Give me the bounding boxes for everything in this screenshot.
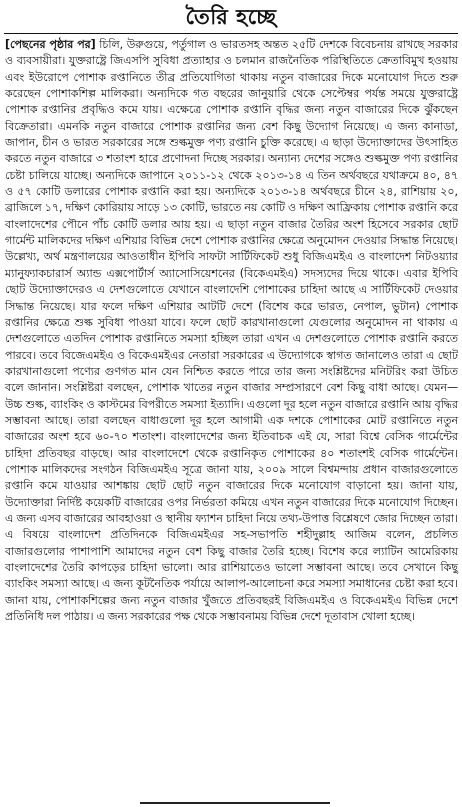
article-body — [0, 34, 462, 625]
article-headline: তৈরি হচ্ছে — [185, 5, 277, 29]
article-paragraph — [5, 37, 458, 625]
clipping-cut-edge — [140, 802, 330, 807]
article-text: চিলি, উরুগুয়ে, পর্তুগাল ও ভারতসহ অন্তত ২৫টি দেশকে বিবেচনায় রাখছে সরকার ও ব্যবসায়ীরা। যুক্তরাষ্ট্রে জিএসপি সুবিধা প্রত্যাহার ও চলমান রাজনৈতিক পরিস্থিতিতে ক্রেতাবিমুখ হওয়ায় এবং ইউরোপে পোশাক রপ্তানিতে তীব্র প্রতিযোগিতা থাকায় নতুন বাজারের দিকে মনোযোগ দিতে শুরু করেছেন পোশাকশিল্প মালিকরা। অন্যদিকে গত বছরের জানুয়ারি থেকে সেপ্টেম্বর পর্যন্ত সময়ে যুক্তরাষ্ট্রে পোশাক রপ্তানির প্রবৃদ্ধিও কমে যায়। এক্ষেত্রে পোশাক রপ্তানি বৃদ্ধির জন্য নতুন বাজারের দিকে ঝুঁকছেন বিক্রেতারা। এমনকি নতুন বাজারে পোশাক রপ্তানির জন্য বেশ কিছু উদ্যোগ নিয়েছে। এ জন্য কানাডা, জাপান, চীন ও ভারত সরকারের সঙ্গে শুল্কমুক্ত পণ্য রপ্তানি চুক্তি করেছে। এ ছাড়া উদ্যোক্তাদের উৎসাহিত করতে নতুন বাজারে ৩ শতাংশ হারে প্রণোদনা দিচ্ছে সরকার। অন্যান্য দেশের সঙ্গেও শুল্কমুক্ত পণ্য রপ্তানির চেষ্টা চালিয়ে যাচ্ছে। অন্যদিকে জাপানে ২০১১-১২ থেকে ২০১৩-১৪ এ তিন অর্থবছরে যথাক্রমে ৪০, ৪৭ ও ৫৭ কোটি ডলারের পোশাক রপ্তানি করা হয়। অন্যদিকে ২০১৩-১৪ অর্থবছরে চীনে ২৪, রাশিয়ায় ২০, ব্রাজিলে ১৭, দক্ষিণ কোরিয়ায় সাড়ে ১৩ কোটি, ভারতে নয় কোটি ও দক্ষিণ আফ্রিকায় পোশাক রপ্তানি করে বাংলাদেশের পৌনে পাঁচ কোটি ডলার আয় হয়। এ ছাড়া নতুন বাজার তৈরির অংশ হিসেবে সরকার ছোট গার্মেন্ট মালিকদের দক্ষিণ এশিয়ার বিভিন্ন দেশে পোশাক রপ্তানির ক্ষেত্রে অনুমোদন দেওয়ার সিদ্ধান্ত নিয়েছে। উল্লেখ্য, অর্থ মন্ত্রণালয়ের আওতাধীন ইপিবি সাফটা সার্টিফিকেট শুধু বিজিএমইএ ও বাংলাদেশ নিটওয়্যার ম্যানুফ্যাকচারার্স অ্যান্ড এক্সপোর্টার্স অ্যাসোসিয়েশনের (বিকেএমইএ) সদস্যদের দিয়ে থাকে। এবার ইপিবি ছোট উদ্যোক্তাদেরও এ দেশগুলোতে যেখানে বাংলাদেশি পোশাকের চাহিদা আছে এ সার্টিফিকেট দেওয়ার সিদ্ধান্ত নিয়েছে। যার ফলে দক্ষিণ এশিয়ার আটটি দেশে (বিশেষ করে ভারত, নেপাল, ভুটান) পোশাক রপ্তানির ক্ষেত্রে শুল্ক সুবিধা পাওয়া যাবে। ফলে ছোট কারখানাগুলো যেগুলোর অনুমোদন না থাকায় এ দেশগুলোতে এতদিন পোশাক রপ্তানিতে সমস্যা হচ্ছিল তারা এখন এ দেশগুলোতে পোশাক রপ্তানি করতে পারবে। তবে বিজেএমইএ ও বিকেএমইএর নেতারা সরকারের এ উদ্যোগকে স্বাগত জানালেও তারা এ ছোট কারখানাগুলো পণ্যের গুণগত মান যেন নিশ্চিত করতে পারে তার জন্য সংশ্লিষ্টদের মনিটরিং করা উচিত বলে জানান। সংশ্লিষ্টরা বলছেন, পোশাক খাতের নতুন বাজার সম্প্রসারণে বেশ কিছু বাধা আছে। যেমন— উচ্চ শুল্ক, ব্যাংকিং ও কাস্টমের বিপরীতে সমস্যা ইত্যাদি। এগুলো দূর হলে নতুন বাজারে রপ্তানি আয় বৃদ্ধির সম্ভাবনা আছে। তারা বলছেন বাধাগুলো দূর হলে আগামী এক দশকে পোশাকের মোট রপ্তানিতে নতুন বাজারের অংশ হবে ৬০-৭০ শতাংশ। বাংলাদেশের জন্য ইতিবাচক এই যে, সারা বিশ্বে বেসিক গার্মেন্টের চাহিদা প্রতিবছর বাড়ছে। আর বাংলাদেশে থেকে রপ্তানিকৃত পোশাকের ৪০ শতাংশই বেসিক গার্মেন্টেন। পোশাক মালিকদের সংগঠন বিজিএমইএ সূত্রে জানা যায়, ২০০৯ সালে বিশ্বমন্দায় প্রধান বাজারগুলোতে রপ্তানি কমে যাওয়ার আশঙ্কায় ছোট ছোট নতুন বাজারের দিকে মনোযোগ বাড়ানো হয়। জানা যায়, উদ্যোক্তারা নির্দিষ্ট কয়েকটি বাজারের ওপর নির্ভরতা কমিয়ে এখন নতুন বাজারের দিকে মনোযোগ দিচ্ছেন। এ জন্য এসব বাজারের আবহাওয়া ও স্থানীয় ফ্যাশন চাহিদা নিয়ে তথ্য-উপাত্ত বিশ্লেষণে জোর দিচ্ছেন তারা। এ বিষয়ে বাংলাদেশ প্রতিদিনকে বিজিএমইএর সহ-সভাপতি শহীদুল্লাহ আজিম বলেন, প্রচলিত বাজারগুলোর পাশাপাশি আমাদের নতুন বেশ কিছু বাজার তৈরি হচ্ছে। বিশেষ করে ল্যাটিন আমেরিকায় বাংলাদেশের তৈরি কাপড়ের চাহিদা ভালো। আর রাশিয়াতেও ভালো সম্ভাবনা আছে। তবে সেখানে কিছু ব্যাংকিং সমস্যা আছে। এ জন্য কূটনৈতিক পর্যায়ে আলাপ-আলোচনা করে সমস্যা সমাধানের চেষ্টা করা হবে। জানা যায়, পোশাকশিল্পের জন্য নতুন বাজার খুঁজতে প্রতিবছরই বিজিএমইএ ও বিকেএমইএ বিভিন্ন দেশে প্রতিনিধি দল পাঠায়। এ জন্য সরকারের পক্ষ থেকে সম্ভাবনাময় বিভিন্ন দেশে দূতাবাস খোলা হচ্ছে। — [5, 38, 458, 624]
continuation-kicker: [পেছনের পৃষ্ঠার পর] — [5, 38, 96, 51]
